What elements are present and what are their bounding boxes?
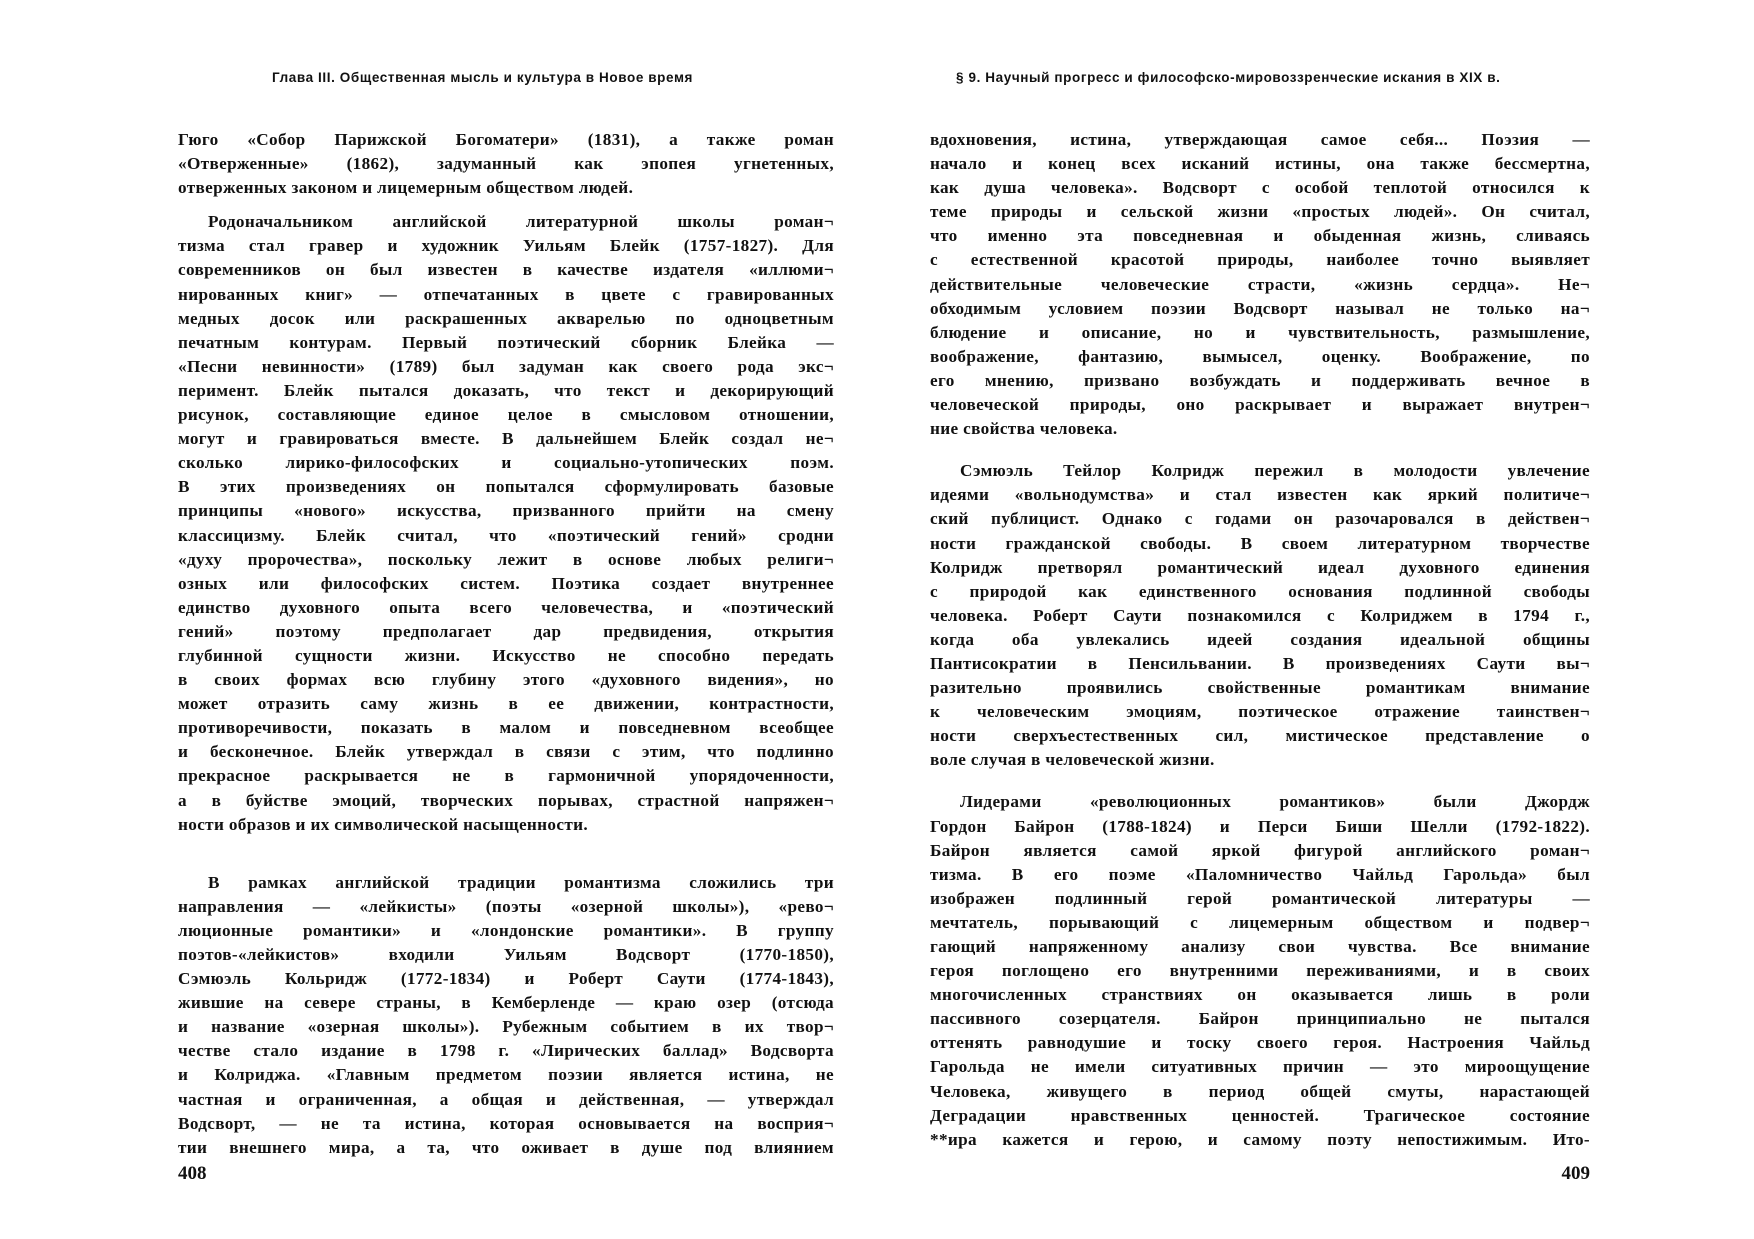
text-line: вдохновения, истина, утверждающая самое себя... Поэзия — [930,130,1590,149]
text-line: Пантисократии в Пенсильвании. В произведениях Саути вы¬ [930,653,1590,673]
text-line: противоречивости, показать в малом и повседневном всеобщее [178,718,834,738]
text-line: ности сверхъестественных сил, мистическое представление о [930,726,1590,746]
text-line: что именно эта повседневная и обыденная жизнь, сливаясь [930,226,1590,246]
text-line: принципы «нового» искусства, призванного прийти на смену [178,501,834,521]
text-line: классицизму. Блейк считал, что «поэтический гений» сродни [178,525,834,545]
text-line: начало и конец всех исканий истины, она также бессмертна, [930,154,1590,174]
text-line: действительные человеческие страсти, «жизнь сердца». Не¬ [930,274,1590,294]
text-line: перимент. Блейк пытался доказать, что текст и декорирующий [178,380,834,400]
text-line: честве стало издание в 1798 г. «Лирических баллад» Водсворта [178,1041,834,1061]
left-paragraph-1 [178,128,834,200]
right-paragraph-1 [930,128,1590,441]
text-line: **ира кажется и герою, и самому поэту непостижимым. Ито- [930,1129,1590,1149]
text-line: его мнению, призвано возбуждать и поддерживать вечное в [930,370,1590,390]
text-line: как душа человека». Водсворт с особой теплотой относился к [930,178,1590,198]
text-line: изображен подлинный герой романтической литературы — [930,888,1590,908]
text-line: ности гражданской свободы. В своем литературном творчестве [930,533,1590,553]
text-line: гений» поэтому предполагает дар предвидения, открытия [178,621,834,641]
text-line: прекрасное раскрывается не в гармоничной упорядоченности, [178,766,834,786]
text-line: Колридж претворял романтический идеал духовного единения [930,557,1590,577]
text-line: оттенять равнодушие и тоску своего героя. Настроения Чайльд [930,1033,1590,1053]
text-line: В рамках английской традиции романтизма сложились три [208,872,834,892]
text-line: Гордон Байрон (1788-1824) и Перси Биши Шелли (1792-1822). [930,816,1590,836]
text-line: многочисленных странствиях он оказывается лишь в роли [930,985,1590,1005]
text-line: человека. Роберт Саути познакомился с Колриджем в 1794 г., [930,605,1590,625]
text-line: современников он был известен в качестве издателя «иллюми¬ [178,260,834,280]
section-gap [930,441,1590,459]
text-line: с природой как единственного основания подлинной свободы [930,581,1590,601]
text-line: «Отверженные» (1862), задуманный как эпопея угнетенных, [178,154,834,174]
text-line: Деградации нравственных ценностей. Трагическое состояние [930,1105,1590,1125]
text-line: к человеческим эмоциям, поэтическое отражение таинствен¬ [930,702,1590,722]
text-line: частная и ограниченная, а общая и действенная, — утверждал [178,1089,834,1109]
text-line: поэтов-«лейкистов» входили Уильям Водсворт (1770-1850), [178,945,834,964]
text-line: мечтатель, порывающий с лицемерным обществом и подвер¬ [930,912,1590,932]
text-line: с естественной красотой природы, наиболее точно выявляет [930,250,1590,270]
text-line: когда оба увлекались идеей создания идеальной общины [930,629,1590,649]
right-running-head: § 9. Научный прогресс и философско-мировоззренческие искания в XIX в. [956,70,1501,85]
text-line: глубинной сущности жизни. Искусство не способно передать [178,645,834,665]
text-line: Гюго «Собор Парижской Богоматери» (1831), а также роман [178,130,834,149]
left-page-number: 408 [178,1163,207,1184]
paragraph-gap [178,200,834,210]
section-gap [178,837,834,871]
right-page-number: 409 [1561,1163,1590,1184]
text-line: тизма стал гравер и художник Уильям Блейк (1757-1827). Для [178,236,834,256]
left-paragraph-2 [178,210,834,836]
text-line: отверженных законом и лицемерным обществом людей. [178,178,634,198]
text-line: воображение, фантазию, вымысел, оценку. Воображение, по [930,346,1590,366]
text-line: нированных книг» — отпечатанных в цвете с гравированных [178,284,834,304]
text-line: тизма. В его поэме «Паломничество Чайльд Гарольда» был [930,864,1590,884]
text-line: тии внешнего мира, а та, что оживает в душе под влиянием [178,1137,834,1157]
text-line: гающий напряженному анализу свои чувства. Все внимание [930,937,1590,956]
text-line: идеями «вольнодумства» и стал известен как яркий политиче¬ [930,485,1590,505]
text-line: может отразить саму жизнь в ее движении, контрастности, [178,694,834,714]
text-line: блюдение и описание, но и чувствительность, размышление, [930,322,1590,342]
text-line: ности образов и их символической насыщенности. [178,814,589,834]
text-line: и Колриджа. «Главным предметом поэзии является истина, не [178,1065,834,1085]
text-line: Родоначальником английской литературной школы роман¬ [208,212,834,232]
text-line: «духу пророчества», поскольку лежит в основе любых религи¬ [178,549,834,569]
left-text-block [178,128,834,1160]
text-line: могут и гравироваться вместе. В дальнейшем Блейк создал не¬ [178,429,834,449]
text-line: ский публицист. Однако с годами он разочаровался в действен¬ [930,509,1590,529]
text-line: люционные романтики» и «лондонские романтики». В группу [178,920,834,940]
text-line: обходимым условием поэзии Водсворт называл не только на¬ [930,298,1590,318]
left-running-head: Глава III. Общественная мысль и культура в Новое время [272,70,694,85]
text-line: воле случая в человеческой жизни. [930,750,1215,770]
text-line: Гарольда не имели ситуативных причин — это мироощущение [930,1057,1590,1077]
text-line: единство духовного опыта всего человечества, и «поэтический [178,597,834,617]
text-line: Байрон является самой яркой фигурой английского роман¬ [930,840,1590,860]
text-line: теме природы и сельской жизни «простых людей». Он считал, [930,202,1590,222]
text-line: человеческой природы, оно раскрывает и выражает внутрен¬ [930,395,1590,415]
text-line: Сэмюэль Кольридж (1772-1834) и Роберт Саути (1774-1843), [178,969,834,989]
right-page [930,0,1590,1239]
text-line: ние свойства человека. [930,419,1118,439]
text-line: Лидерами «революционных романтиков» были Джордж [960,792,1590,812]
text-line: в своих формах всю глубину этого «духовного видения», но [178,670,834,690]
text-line: Водсворт, — не та истина, которая основывается на восприя¬ [178,1113,834,1133]
right-text-block [930,128,1590,1152]
text-line: пассивного созерцателя. Байрон принципиально не пытался [930,1009,1590,1029]
text-line: Человека, живущего в период общей смуты, нарастающей [930,1081,1590,1101]
right-paragraph-3 [930,790,1590,1151]
text-line: печатным контурам. Первый поэтический сборник Блейка — [178,332,834,352]
text-line: и название «озерная школы»). Рубежным событием в их твор¬ [178,1017,834,1037]
text-line: героя поглощено его внутренними переживаниями, и в своих [930,961,1590,981]
text-line: рисунок, составляющие единое целое в смысловом отношении, [178,405,834,425]
text-line: озных или философских систем. Поэтика создает внутреннее [178,573,834,593]
text-line: разительно проявились свойственные романтикам внимание [930,678,1590,698]
section-gap [930,772,1590,790]
text-line: «Песни невинности» (1789) был задуман как своего рода экс¬ [178,356,834,376]
text-line: сколько лирико-философских и социально-утопических поэм. [178,453,834,473]
text-line: а в буйстве эмоций, творческих порывах, страстной напряжен¬ [178,790,834,810]
left-page [178,0,834,1239]
text-line: Сэмюэль Тейлор Колридж пережил в молодости увлечение [960,461,1590,481]
text-line: направления — «лейкисты» (поэты «озерной школы»), «рево¬ [178,896,834,916]
text-line: и бесконечное. Блейк утверждал в связи с этим, что подлинно [178,742,834,762]
text-line: жившие на севере страны, в Кемберленде — краю озер (отсюда [178,993,834,1013]
left-paragraph-3 [178,871,834,1160]
right-paragraph-2 [930,459,1590,772]
text-line: В этих произведениях он попытался сформулировать базовые [178,477,834,497]
text-line: медных досок или раскрашенных акварелью по одноцветным [178,308,834,328]
